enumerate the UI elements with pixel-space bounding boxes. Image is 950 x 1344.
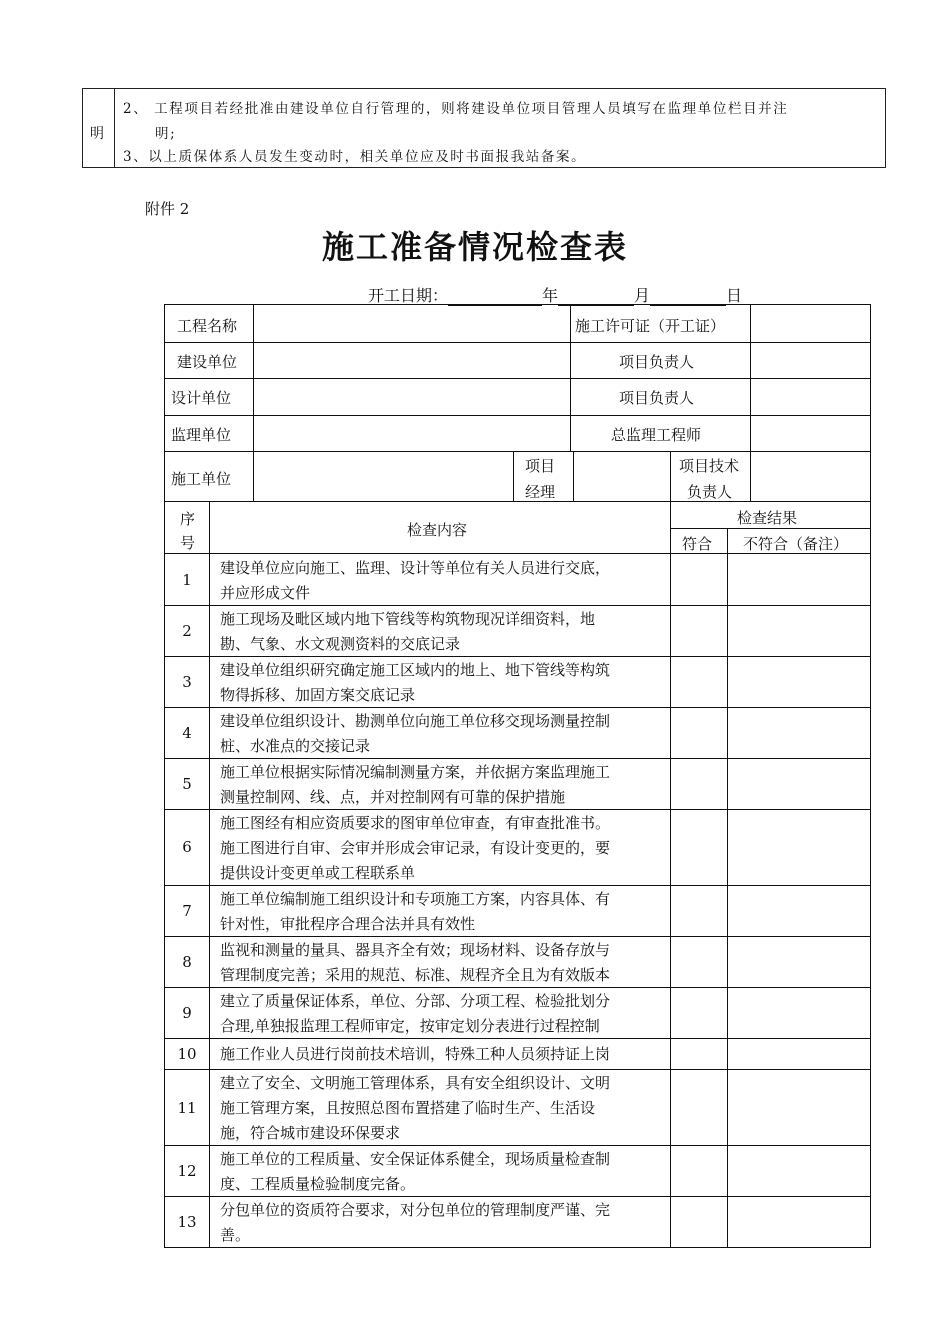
item-content: 施工单位根据实际情况编制测量方案，并依据方案监理施工 测量控制网、线、点，并对控制网有可靠的保护措施 <box>220 763 611 806</box>
contractor-label: 施工单位 <box>171 470 232 488</box>
item-content: 建设单位组织设计、勘测单位向施工单位移交现场测量控制 桩、水准点的交接记录 <box>220 712 611 755</box>
seq-header-2: 号 <box>180 534 196 552</box>
start-date-line <box>368 283 742 306</box>
result-header: 检查结果 <box>737 509 798 527</box>
project-name-label: 工程名称 <box>177 317 238 335</box>
item-number: 9 <box>182 1004 192 1022</box>
item-content: 监视和测量的量具、器具齐全有效；现场材料、设备存放与 管理制度完善；采用的规范、标准、规程齐全且为有效版本 <box>220 941 611 984</box>
item-number: 6 <box>182 838 192 856</box>
attachment-label: 附件 2 <box>145 200 190 218</box>
item-number: 13 <box>177 1213 197 1231</box>
item-content: 施工单位的工程质量、安全保证体系健全，现场质量检查制 度、工程质量检验制度完备。 <box>220 1150 611 1193</box>
page-title: 施工准备情况检查表 <box>321 228 628 266</box>
designer-head-label: 项目负责人 <box>619 389 695 407</box>
date-label: 开工日期： <box>368 286 449 305</box>
item-number: 11 <box>177 1099 197 1117</box>
note-item-2-continued: 明; <box>155 126 177 142</box>
content-header: 检查内容 <box>407 521 468 539</box>
supervisor-label: 监理单位 <box>171 426 232 444</box>
item-number: 7 <box>182 902 192 920</box>
item-number: 12 <box>177 1162 197 1180</box>
item-content: 建设单位组织研究确定施工区域内的地上、地下管线等构筑 物得拆移、加固方案交底记录 <box>220 661 611 704</box>
item-number: 1 <box>182 571 192 589</box>
item-number: 2 <box>182 622 192 640</box>
project-manager-label-1: 项目 <box>525 457 556 475</box>
note-label-cell <box>83 89 115 167</box>
pass-header: 符合 <box>682 535 713 553</box>
tech-head-label-2: 负责人 <box>687 483 733 501</box>
tech-head-label-1: 项目技术 <box>679 457 740 475</box>
note-table <box>82 88 886 168</box>
item-content: 分包单位的资质符合要求，对分包单位的管理制度严谨、完 善。 <box>220 1201 611 1244</box>
note-item-2: 2、 工程项目若经批准由建设单位自行管理的，则将建设单位项目管理人员填写在监理单位栏目并注 <box>123 101 789 117</box>
item-number: 4 <box>182 724 192 742</box>
month-label: 月 <box>634 286 651 305</box>
builder-label: 建设单位 <box>177 353 238 371</box>
item-content: 建设单位应向施工、监理、设计等单位有关人员进行交底， 并应形成文件 <box>220 559 611 602</box>
permit-label: 施工许可证（开工证） <box>575 317 726 335</box>
chief-supervisor-label: 总监理工程师 <box>611 426 702 444</box>
project-manager-label-2: 经理 <box>525 483 556 501</box>
item-content: 施工单位编制施工组织设计和专项施工方案，内容具体、有 针对性，审批程序合理合法并具有效性 <box>220 890 611 933</box>
builder-head-label: 项目负责人 <box>619 353 695 371</box>
note-label: 明 <box>90 126 104 142</box>
item-number: 5 <box>182 775 192 793</box>
item-content: 施工现场及毗区域内地下管线等构筑物现况详细资料，地 勘、气象、水文观测资料的交底记录 <box>220 610 596 653</box>
item-content: 施工作业人员进行岗前技术培训，特殊工种人员须持证上岗 <box>220 1045 611 1063</box>
note-item-3: 3、以上质保体系人员发生变动时，相关单位应及时书面报我站备案。 <box>123 149 587 165</box>
item-content: 建立了安全、文明施工管理体系，具有安全组织设计、文明 施工管理方案，且按照总图布置搭建了临时生产、生活设 施，符合城市建设环保要求 <box>220 1074 611 1142</box>
fail-header: 不符合（备注） <box>743 535 849 553</box>
item-number: 8 <box>182 953 192 971</box>
year-label: 年 <box>542 286 559 305</box>
designer-label: 设计单位 <box>171 389 232 407</box>
inspection-table <box>164 304 871 1248</box>
seq-header-1: 序 <box>180 510 196 528</box>
item-content: 施工图经有相应资质要求的图审单位审查，有审查批准书。 施工图进行自审、会审并形成会审记录，有设计变更的，要 提供设计变更单或工程联系单 <box>220 814 611 882</box>
item-number: 3 <box>182 673 192 691</box>
item-number: 10 <box>177 1045 197 1063</box>
day-label: 日 <box>726 286 743 305</box>
item-content: 建立了质量保证体系，单位、分部、分项工程、检验批划分 合理,单独报监理工程师审定，按审定划分表进行过程控制 <box>220 992 611 1035</box>
